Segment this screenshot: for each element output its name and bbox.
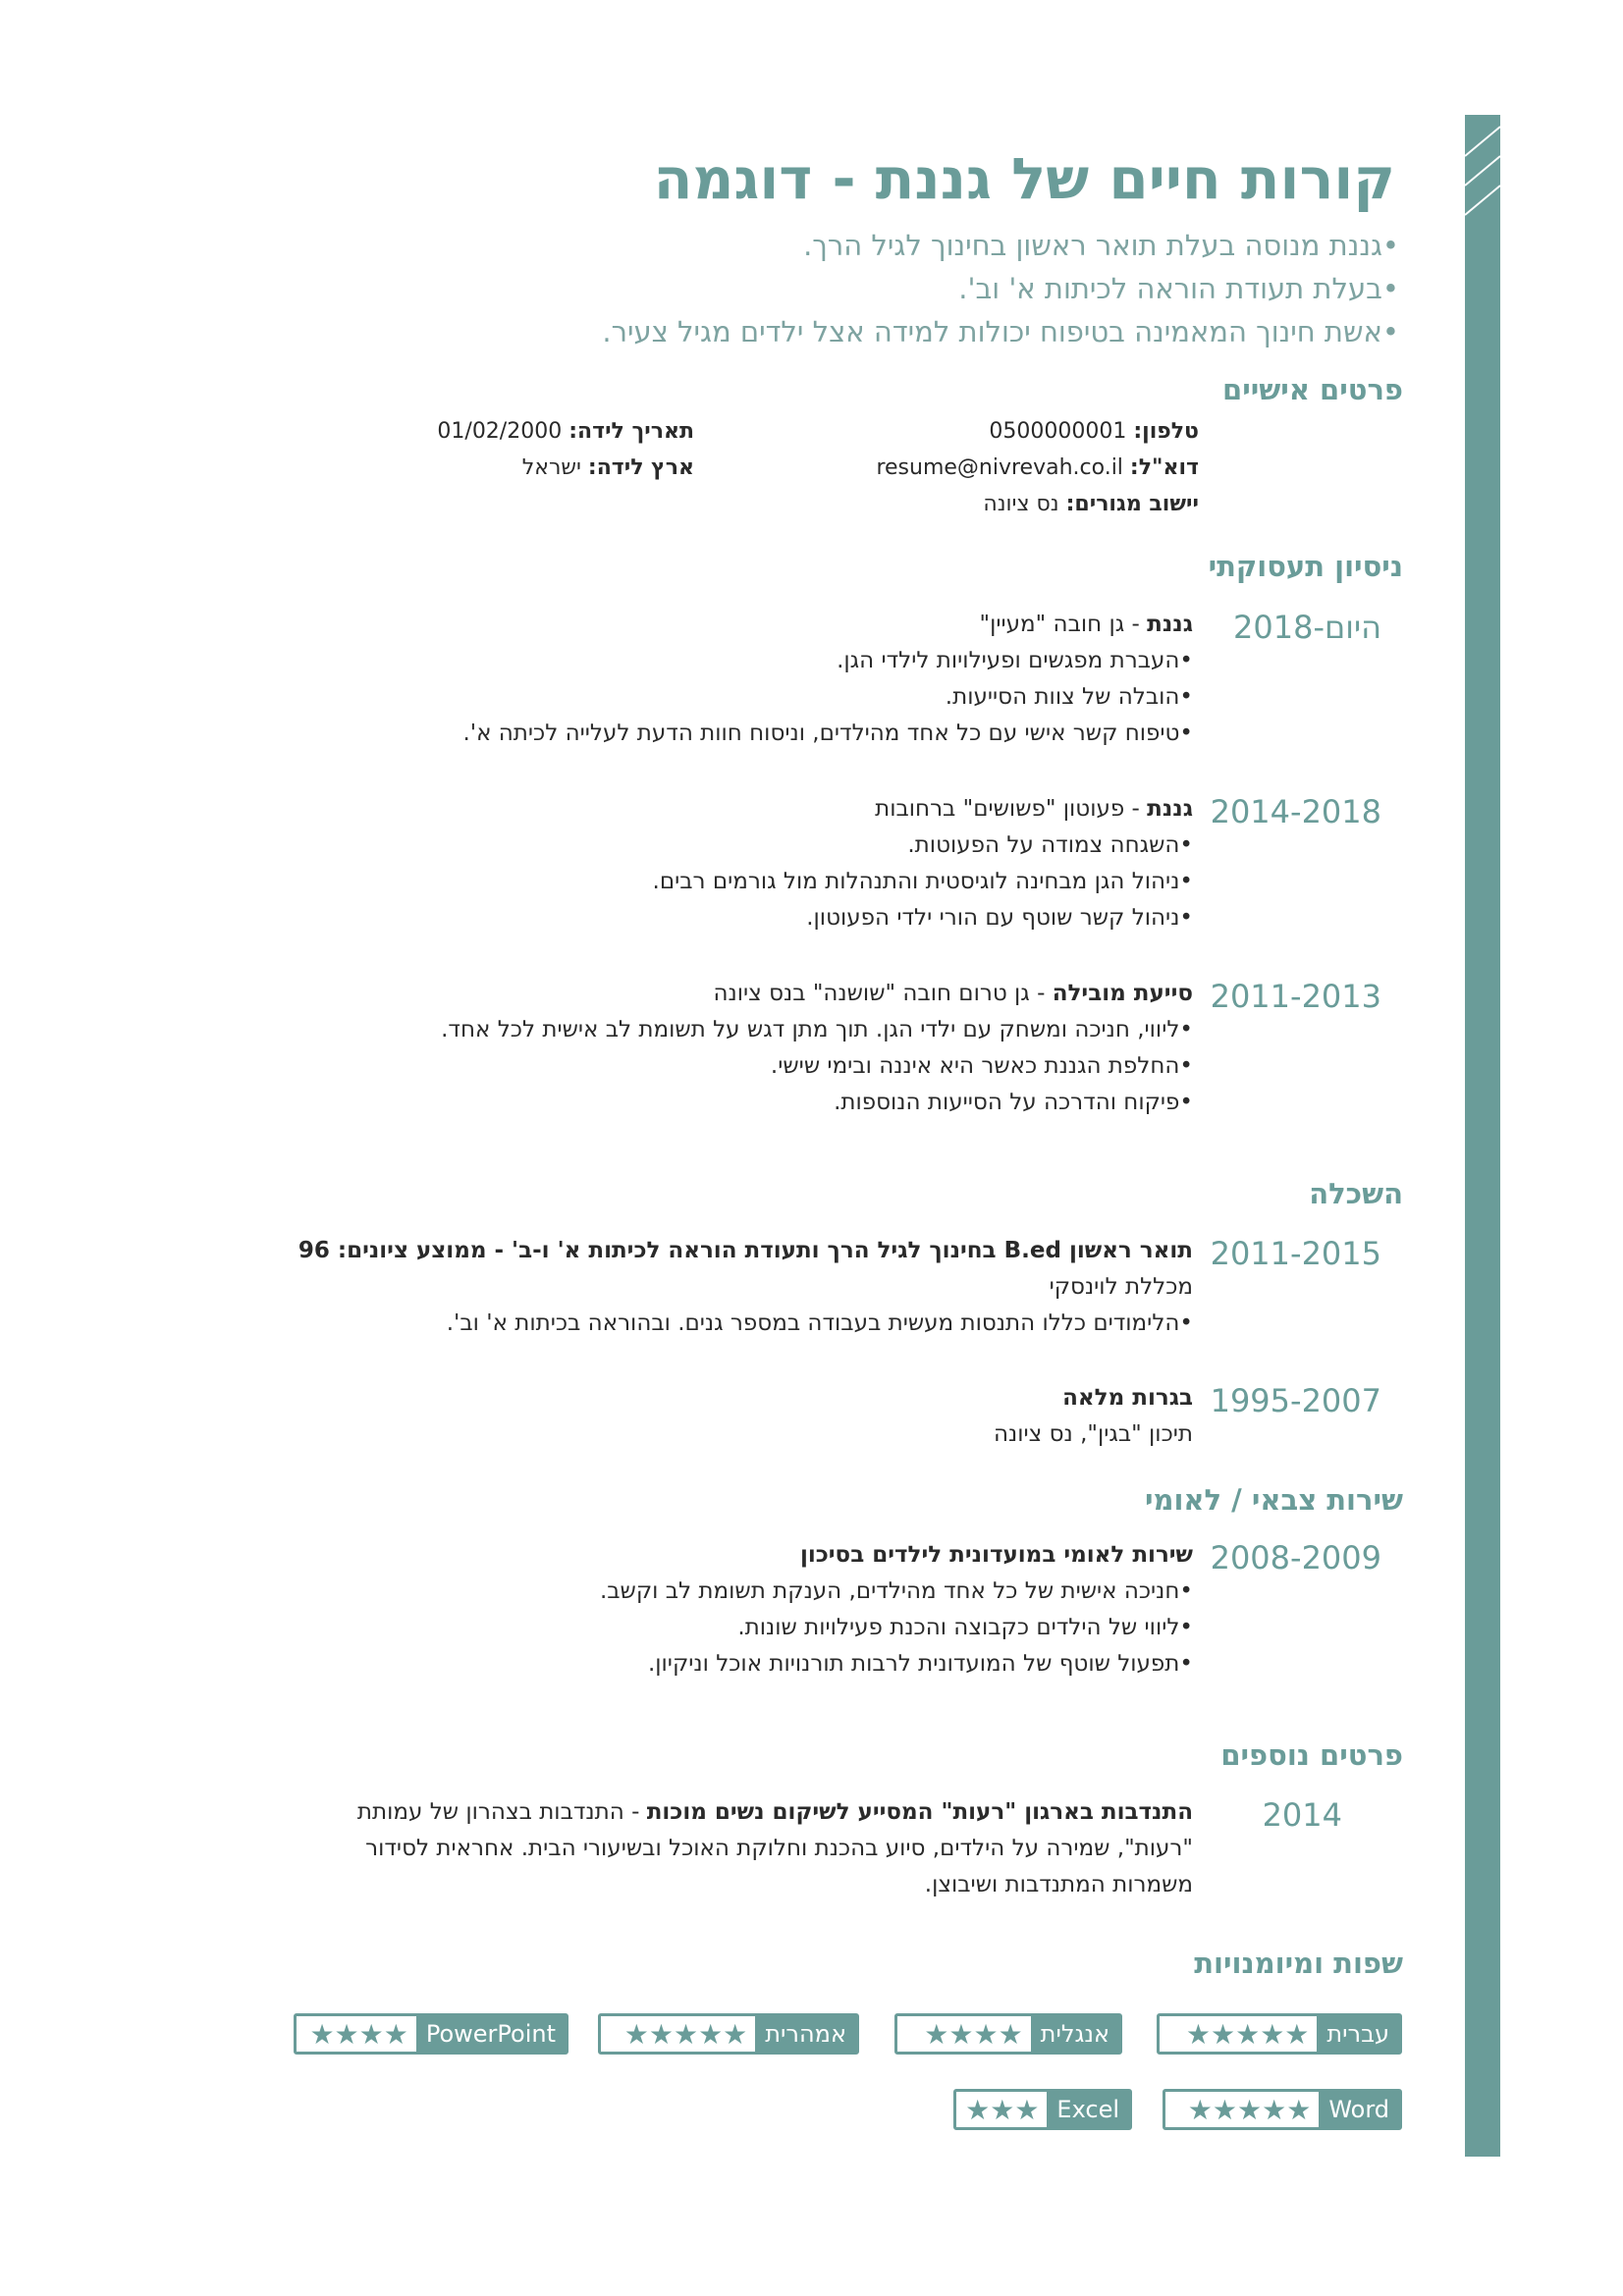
skill-badge-excel	[953, 2089, 1132, 2130]
birthdate-label: תאריך לידה:	[568, 419, 694, 444]
summary-item: •בעלת תעודת הוראה לכיתות א' וב'.	[958, 272, 1399, 305]
email-label: דוא"ל:	[1129, 455, 1199, 480]
service-bullet: • תפעול שוטף של המועדונית לרבות תורנויות אוכל וניקיון.	[600, 1646, 1193, 1682]
job-place: - גן טרום חובה "שושנה" בנס ציונה	[713, 981, 1053, 1006]
summary-item: •אשת חינוך המאמינה בטיפוח יכולות למידה אצל ילדים מגיל צעיר.	[602, 315, 1399, 348]
education-heading: השכלה	[1309, 1177, 1403, 1210]
education-bullets	[298, 1306, 1193, 1342]
summary-list	[602, 224, 1399, 353]
job-bullet: • ניהול הגן מבחינה לוגיסטית והתנהלות מול גורמים רבים.	[653, 864, 1193, 900]
decorative-side-bar	[1465, 115, 1500, 2157]
education-title	[994, 1380, 1193, 1416]
job-role: גננת	[1147, 612, 1193, 637]
education-institution: מכללת לוינסקי	[1049, 1274, 1193, 1300]
birthcountry-field	[522, 455, 694, 480]
city-field	[983, 492, 1199, 516]
skill-badge-hebrew	[1157, 2013, 1402, 2055]
skill-stars: ★★★★	[309, 2017, 408, 2051]
job-entry	[462, 607, 1193, 752]
skill-name: אנגלית	[1031, 2016, 1119, 2052]
education-institution: תיכון "בגין", נס ציונה	[994, 1421, 1193, 1447]
skill-stars: ★★★	[965, 2093, 1040, 2126]
skill-name: Word	[1319, 2092, 1399, 2127]
job-bullet: • פיקוח והדרכה על הסייעות הנוספות.	[441, 1085, 1193, 1121]
additional-entry	[290, 1794, 1193, 1903]
additional-text: - התנדבות בצהרון של עמותת "רעות", שמירה על הילדים, סיוע בהכנת וחלוקת האוכל ובשיעורי הבית. אחראית לסידור משמרות המתנדבות ושיבוצן.	[356, 1799, 1193, 1897]
additional-heading: פרטים נוספים	[1220, 1738, 1403, 1772]
job-dates: 2014-2018	[1210, 793, 1381, 830]
skill-badge-powerpoint	[294, 2013, 568, 2055]
job-bullet: • העברת מפגשים ופעילויות לילדי הגן.	[462, 643, 1193, 679]
service-entry	[600, 1537, 1193, 1682]
education-degree: בגרות מלאה	[1062, 1385, 1193, 1411]
service-title: שירות לאומי במועדונית לילדים בסיכון	[799, 1542, 1193, 1568]
education-degree: תואר ראשון B.ed בחינוך לגיל הרך ותעודת הוראה לכיתות א' ו-ב' - ממוצע ציונים: 96	[298, 1238, 1193, 1263]
birthdate-value: 01/02/2000	[437, 419, 563, 444]
job-place: - פעוטון "פשושים" ברחובות	[875, 796, 1148, 822]
service-dates: 2008-2009	[1210, 1539, 1381, 1576]
education-dates: 2011-2015	[1210, 1235, 1381, 1272]
email-field	[876, 455, 1199, 480]
birthdate-field	[437, 419, 694, 444]
email-value: resume@nivrevah.co.il	[876, 455, 1123, 480]
skill-name: Excel	[1047, 2092, 1129, 2127]
city-label: יישוב מגורים:	[1065, 492, 1199, 516]
job-bullet: • טיפוח קשר אישי עם כל אחד מהילדים, וניסוח חוות הדעת לעלייה לכיתה א'.	[462, 716, 1193, 752]
job-bullets	[462, 643, 1193, 752]
skill-stars: ★★★★★	[1187, 2093, 1312, 2126]
skill-name: עברית	[1317, 2016, 1399, 2052]
personal-heading: פרטים אישיים	[1222, 373, 1403, 406]
skill-badge-word	[1163, 2089, 1402, 2130]
service-bullets	[600, 1574, 1193, 1682]
service-title-line	[600, 1537, 1193, 1574]
job-bullets	[441, 1012, 1193, 1121]
education-title	[298, 1233, 1193, 1269]
education-entry	[298, 1233, 1193, 1342]
job-role: סייעת מובילה	[1052, 981, 1193, 1006]
job-entry	[441, 976, 1193, 1121]
phone-field	[989, 419, 1199, 444]
service-heading: שירות צבאי / לאומי	[1144, 1483, 1403, 1517]
job-dates: 2018-היום	[1233, 609, 1381, 646]
skill-badge-english	[894, 2013, 1122, 2055]
skill-stars: ★★★★★	[623, 2017, 748, 2051]
skill-stars: ★★★★	[924, 2017, 1023, 2051]
job-title-line	[653, 791, 1193, 828]
service-bullet: • חניכה אישית של כל אחד מהילדים, הענקת תשומת לב וקשב.	[600, 1574, 1193, 1610]
job-role: גננת	[1147, 796, 1193, 822]
city-value: נס ציונה	[983, 492, 1059, 516]
service-bullet: • ליווי של הילדים כקבוצה והכנת פעילויות שונות.	[600, 1610, 1193, 1646]
skills-heading: שפות ומיומנויות	[1194, 1947, 1403, 1980]
job-dates: 2011-2013	[1210, 978, 1381, 1015]
job-place: - גן חובה "מעיין"	[979, 612, 1148, 637]
birthcountry-value: ישראל	[521, 455, 581, 480]
job-title-line	[441, 976, 1193, 1012]
summary-item: •גננת מנוסה בעלת תואר ראשון בחינוך לגיל הרך.	[803, 229, 1399, 262]
phone-label: טלפון:	[1133, 419, 1199, 444]
skill-stars: ★★★★★	[1185, 2017, 1310, 2051]
education-entry	[994, 1380, 1193, 1453]
additional-title: התנדבות בארגון "רעות" המסייע לשיקום נשים מוכות	[646, 1799, 1193, 1825]
education-dates: 1995-2007	[1210, 1382, 1381, 1419]
stripes-decoration	[1465, 115, 1500, 233]
birthcountry-label: ארץ לידה:	[587, 455, 694, 480]
skill-badge-amharic	[598, 2013, 859, 2055]
job-bullet: • הובלה של צוות הסייעות.	[462, 679, 1193, 716]
job-title-line	[462, 607, 1193, 643]
experience-heading: ניסיון תעסוקתי	[1208, 550, 1403, 583]
skill-name: אמהרית	[755, 2016, 856, 2052]
job-bullet: • ניהול קשר שוטף עם הורי ילדי הפעוטון.	[653, 900, 1193, 936]
page-title: קורות חיים של גננת - דוגמה	[653, 145, 1395, 212]
job-bullet: • החלפת הגננת כאשר היא איננה ובימי שישי.	[441, 1048, 1193, 1085]
job-bullets	[653, 828, 1193, 936]
job-entry	[653, 791, 1193, 936]
skill-name: PowerPoint	[416, 2016, 566, 2052]
additional-dates: 2014	[1262, 1796, 1342, 1834]
education-bullet: • הלימודים כללו התנסות מעשית בעבודה במספר גנים. ובהוראה בכיתות א' וב'.	[298, 1306, 1193, 1342]
job-bullet: • ליווי, חניכה ומשחק עם ילדי הגן. תוך מתן דגש על תשומת לב אישית לכל אחד.	[441, 1012, 1193, 1048]
job-bullet: • השגחה צמודה על הפעוטות.	[653, 828, 1193, 864]
phone-value: 0500000001	[989, 419, 1127, 444]
